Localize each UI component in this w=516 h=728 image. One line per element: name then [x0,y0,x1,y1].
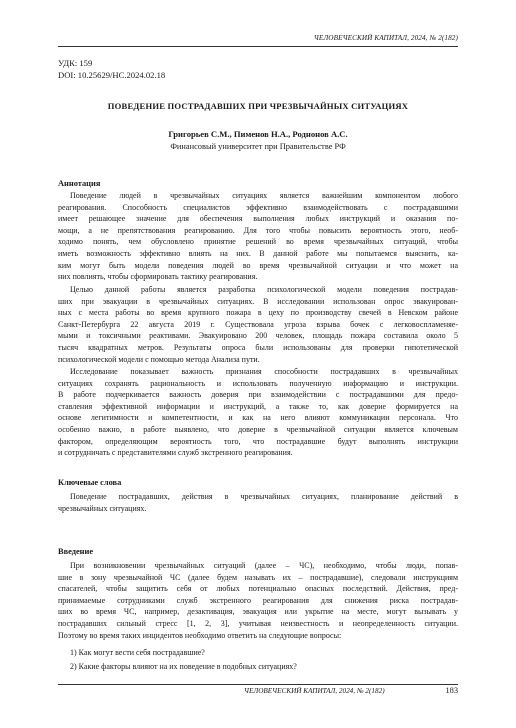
text-line: Поведение пострадавших, действия в чрезвычайных ситуациях, планирование действий в [70,492,458,501]
text-line: реагирования. Способность специалистов эффективно взаимодействовать с пострадавшими [58,202,458,212]
text-line: тысяч квадратных метров. Результаты опроса были использованы для проверки гипотетической [58,342,458,352]
text-line: ходимо понять, чем обусловлено принятие решений во время чрезвычайных ситуаций, чтобы [58,237,458,247]
text-line: шие в зону чрезвычайной ЧС (далее будем называть их – пострадавшие), следовали инструкциям [58,572,458,582]
abstract-heading: Аннотация [58,179,101,188]
text-line: Исследование показывает важность признания способности пострадавших в чрезвычайных [70,367,458,376]
text-line: иметь возможность эффективно влиять на них. В данной работе мы попытаемся выяснить, ка- [58,248,458,258]
abstract-paragraph-2 [58,284,458,365]
text-line: имеет решающее значение для обеспечения выполнения любых инструкций и оказания по- [58,214,458,224]
text-line: ситуациях сохранять рациональность и использовать полученную информацию и инструкции. [58,378,458,388]
keywords-text [58,491,458,514]
text-line: При возникновении чрезвычайных ситуаций (далее – ЧС), необходимо, чтобы люди, попав- [70,561,458,570]
abstract-paragraph-3 [58,366,458,459]
affiliation: Финансовый университет при Правительстве РФ [170,142,346,151]
text-line: В работе подчеркивается важность доверия при взаимодействии с пострадавшими для предо- [58,390,458,400]
footer-journal: ЧЕЛОВЕЧЕСКИЙ КАПИТАЛ, 2024, № 2(182) [244,687,385,695]
text-line: чрезвычайных ситуациях. [58,503,147,513]
text-line: ставления эффективной информации и инструкций, а также то, как доверие формируется на [58,401,458,411]
abstract-paragraph-1 [58,190,458,283]
running-header: ЧЕЛОВЕЧЕСКИЙ КАПИТАЛ, 2024, № 2(182) [313,34,458,42]
text-line: пострадавших сильный стресс [1, 2, 3], учитывая неизвестность и неопределенность ситуации. [58,618,458,628]
page-number: 183 [445,686,458,695]
text-line: ных с места работы во время крупного пожара в цеху по производству свечей в Невском районе [58,308,458,318]
text-line: и сотрудничать с представителями служб экстренного реагирования. [58,448,293,458]
text-line: ших во время ЧС, например, дезактивация, эвакуация или укрытие на месте, могут вызывать у [58,607,458,617]
question-2: 2) Какие факторы влияют на их поведение в подобных ситуациях? [70,662,297,671]
text-line: психологической модели с помощью метода Анализа пути. [58,354,260,364]
text-line: ким могут быть модели поведения людей во время чрезвычайной ситуации и что может на [58,260,458,270]
introduction-paragraph [58,560,458,641]
text-line: мыми и токсичными реактивами. Эвакуировано 200 человек, площадь пожара составила около 5 [58,331,458,341]
text-line: Санкт-Петербурга 22 августа 2019 г. Существовала угроза взрыва бочек с легковоспламеняе- [58,319,458,329]
authors: Григорьев С.М., Пименов Н.А., Роднонов А.С. [168,129,348,139]
article-title: ПОВЕДЕНИЕ ПОСТРАДАВШИХ ПРИ ЧРЕЗВЫЧАЙНЫХ СИТУАЦИЯХ [107,101,409,111]
text-line: особенно важно, в работе выявлено, что доверие в чрезвычайной ситуации является ключевым [58,424,458,434]
text-line: спасателей, чтобы защитить себя от любых потенциально опасных последствий. Действия, пред- [58,584,458,594]
page-footer [58,684,458,696]
question-1: 1) Как могут вести себя пострадавшие? [70,648,205,657]
text-line: Поэтому во время таких инцидентов необходимо ответить на следующие вопросы: [58,630,342,640]
text-line: основе легитимности и компетентности, и как на него влияют коммуникации персонала. Что [58,413,458,423]
header-rule [58,46,458,47]
doi: DOI: 10.25629/HC.2024.02.18 [58,70,166,80]
text-line: принимаемые сотрудниками служб экстренного реагирования для снижения риска пострадав- [58,595,458,605]
text-line: Целью данной работы является разработка психологической модели поведения пострадав- [70,285,458,294]
footer-rule [58,684,458,685]
text-line: Поведение людей в чрезвычайных ситуациях является важнейшим компонентом любого [70,191,458,200]
text-line: них повлиять, чтобы сформировать тактику реагирования. [58,272,258,282]
text-line: фактором, определяющим вероятность того, что пострадавшие будут выполнять инструкции [58,436,458,446]
introduction-heading: Введение [58,547,94,556]
text-line: ших при эвакуации в чрезвычайных ситуациях. В исследовании использован опрос эвакуирован- [58,296,458,306]
udk-code: УДК: 159 [58,58,93,68]
keywords-heading: Ключевые слова [58,478,122,487]
text-line: мощи, а не препятствования реагированию. Для того чтобы повысить вероятность этого, необ- [58,225,458,235]
